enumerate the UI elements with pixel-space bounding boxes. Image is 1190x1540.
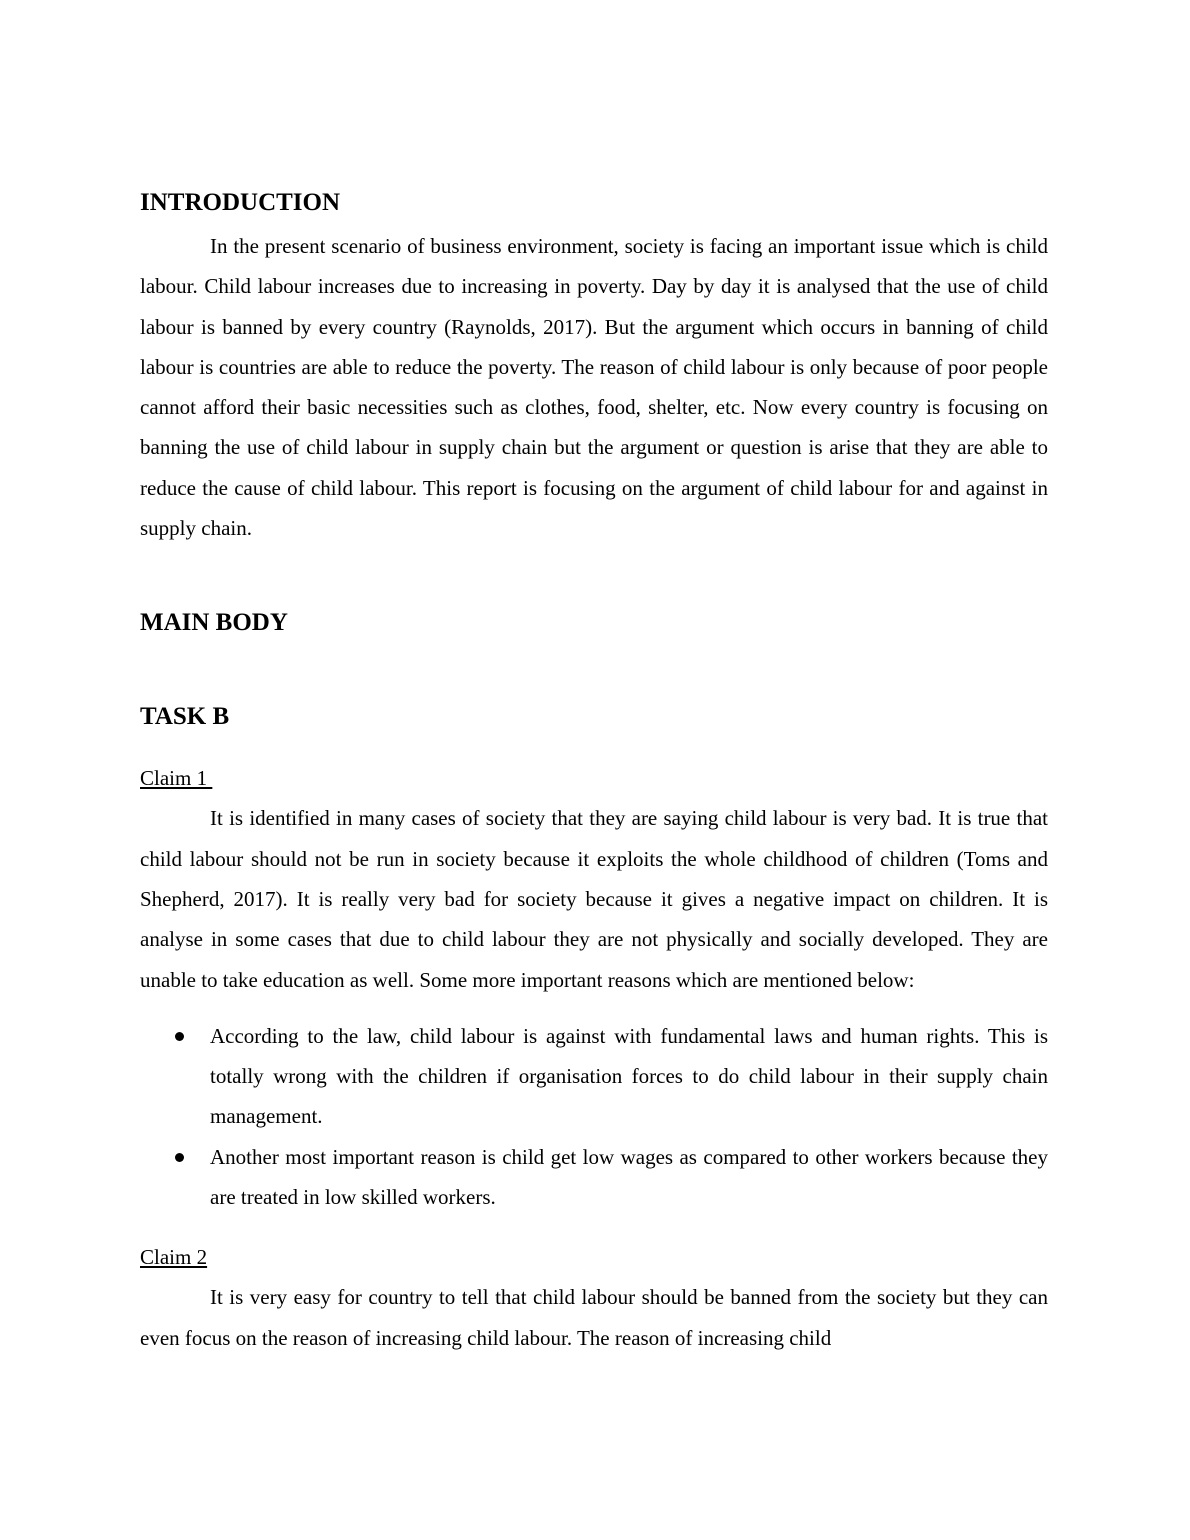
list-item-text: Another most important reason is child get low wages as compared to other workers because they are treated in low skilled workers. [210,1144,1048,1210]
claim-2-title: Claim 2 [140,1245,208,1270]
claim-2-paragraph: It is very easy for country to tell that child labour should be banned from the society but they can even focus on the reason of increasing child labour. The reason of increasing child [140,1285,1048,1350]
bullet-icon [175,1153,184,1162]
bullet-icon [175,1032,184,1041]
claim-1-paragraph: It is identified in many cases of society that they are saying child labour is very bad. It is true that child labour should not be run in society because it exploits the whole childhood of children (Toms and Shepherd, 2017). It is really very bad for society because it gives a negative impact on children. It is analyse in some cases that due to child labour they are not physically and socially developed. They are unable to take education as well. Some more important reasons which are mentioned below: [140,806,1048,992]
list-item [140,1137,1048,1218]
list-item-text: According to the law, child labour is against with fundamental laws and human rights. This is totally wrong with the children if organisation forces to do child labour in their supply chain management. [210,1023,1048,1129]
task-b-heading: TASK B [140,703,230,731]
claim-1-bullet-list [140,1016,1048,1217]
list-item [140,1016,1048,1137]
document-content [140,180,1048,1358]
main-body-heading: MAIN BODY [140,609,288,637]
introduction-paragraph: In the present scenario of business environment, society is facing an important issue which is child labour. Child labour increases due to increasing in poverty. Day by day it is analysed that the use of child labour is banned by every country (Raynolds, 2017). But the argument which occurs in banning of child labour is countries are able to reduce the poverty. The reason of child labour is only because of poor people cannot afford their basic necessities such as clothes, food, shelter, etc. Now every country is focusing on banning the use of child labour in supply chain but the argument or question is arise that they are able to reduce the cause of child labour. This report is focusing on the argument of child labour for and against in supply chain. [140,234,1048,541]
claim-1-title: Claim 1 [140,766,213,791]
introduction-heading: INTRODUCTION [140,189,341,216]
